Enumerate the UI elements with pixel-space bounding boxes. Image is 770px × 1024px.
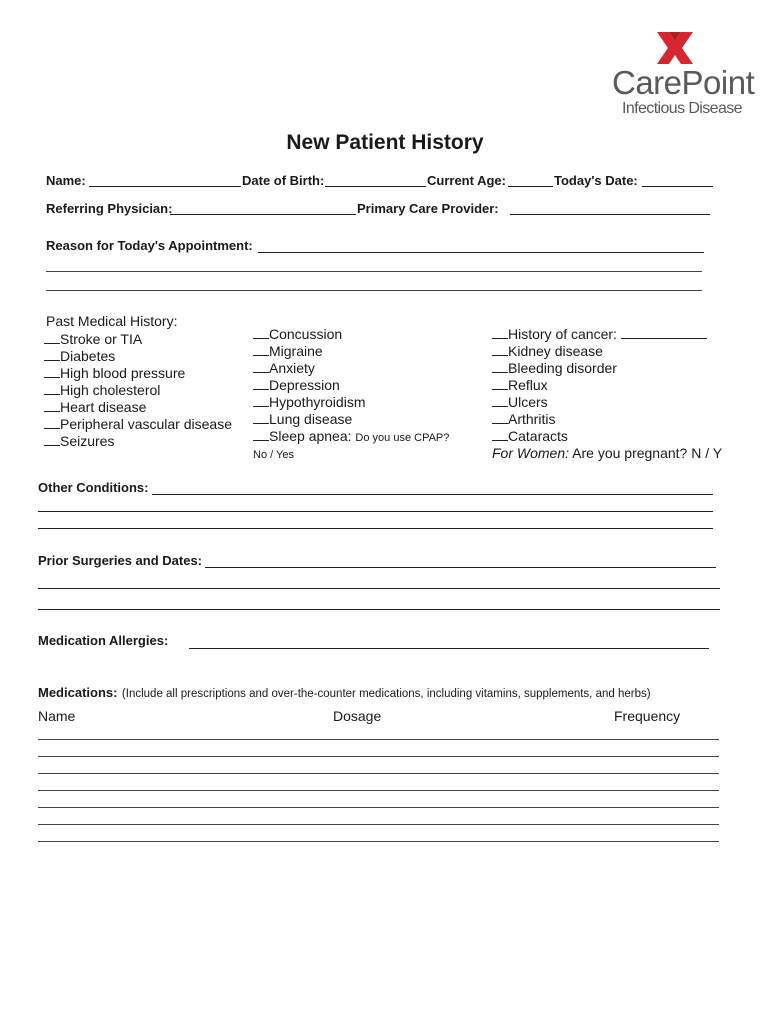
med-row-line[interactable] xyxy=(38,756,719,757)
pmh-col2 xyxy=(253,326,449,464)
cpap-options[interactable]: No / Yes xyxy=(253,449,294,461)
other-line-2[interactable] xyxy=(38,511,713,512)
pmh-item-lung[interactable]: Lung disease xyxy=(253,411,449,428)
med-row-line[interactable] xyxy=(38,807,719,808)
medications-note: (Include all prescriptions and over-the-counter medications, including vitamins, supplements, and herbs) xyxy=(121,688,651,700)
med-row-line[interactable] xyxy=(38,841,719,842)
referring-field[interactable] xyxy=(170,214,356,215)
pmh-item-kidney[interactable]: Kidney disease xyxy=(492,343,722,360)
reason-label: Reason for Today's Appointment: xyxy=(46,238,253,253)
med-col-frequency: Frequency xyxy=(614,708,681,724)
primary-field[interactable] xyxy=(510,214,710,215)
reason-field[interactable] xyxy=(258,252,704,253)
med-row-line[interactable] xyxy=(38,773,719,774)
logo-subtitle: Infectious Disease xyxy=(622,100,742,117)
women-pregnant[interactable]: For Women: Are you pregnant? N / Y xyxy=(492,445,723,461)
surgeries-line-3[interactable] xyxy=(38,609,720,610)
pmh-item-diabetes[interactable]: Diabetes xyxy=(44,348,232,365)
pmh-item-cataracts[interactable]: Cataracts xyxy=(492,428,722,445)
referring-label: Referring Physician: xyxy=(46,201,173,216)
med-row-line[interactable] xyxy=(38,824,719,825)
pmh-item-sleep-apnea[interactable]: Sleep apnea: Do you use CPAP? xyxy=(253,428,449,447)
reason-line-3[interactable] xyxy=(46,290,702,291)
pmh-item-depression[interactable]: Depression xyxy=(253,377,449,394)
today-label: Today's Date: xyxy=(554,173,638,188)
pmh-item-arthritis[interactable]: Arthritis xyxy=(492,411,722,428)
pmh-item-cholesterol[interactable]: High cholesterol xyxy=(44,382,232,399)
dob-label: Date of Birth: xyxy=(242,173,325,188)
carepoint-cross-icon xyxy=(655,30,695,68)
age-label: Current Age: xyxy=(427,173,506,188)
med-col-dosage: Dosage xyxy=(333,708,382,724)
pmh-item-migraine[interactable]: Migraine xyxy=(253,343,449,360)
women-label: For Women: xyxy=(492,445,570,461)
primary-label: Primary Care Provider: xyxy=(357,201,499,216)
reason-line-2[interactable] xyxy=(46,271,702,272)
cpap-question: Do you use CPAP? xyxy=(355,432,450,444)
age-field[interactable] xyxy=(508,186,553,187)
allergies-field[interactable] xyxy=(189,648,709,649)
medications-label: Medications: xyxy=(38,685,118,700)
pmh-item-reflux[interactable]: Reflux xyxy=(492,377,722,394)
name-field[interactable] xyxy=(89,186,241,187)
surgeries-field[interactable] xyxy=(205,567,716,568)
surgeries-label: Prior Surgeries and Dates: xyxy=(38,553,202,568)
surgeries-line-2[interactable] xyxy=(38,588,720,589)
today-field[interactable] xyxy=(642,186,713,187)
pmh-item-anxiety[interactable]: Anxiety xyxy=(253,360,449,377)
pmh-item-cancer[interactable]: History of cancer: xyxy=(492,326,722,343)
other-label: Other Conditions: xyxy=(38,480,149,495)
pmh-item-ulcers[interactable]: Ulcers xyxy=(492,394,722,411)
pmh-item-high-bp[interactable]: High blood pressure xyxy=(44,365,232,382)
logo-brand: CarePoint xyxy=(612,64,755,101)
pmh-item-heart[interactable]: Heart disease xyxy=(44,399,232,416)
pmh-item-hypothyroidism[interactable]: Hypothyroidism xyxy=(253,394,449,411)
dob-field[interactable] xyxy=(325,186,426,187)
pmh-col1 xyxy=(44,331,232,450)
allergies-label: Medication Allergies: xyxy=(38,633,169,648)
pmh-item-seizures[interactable]: Seizures xyxy=(44,433,232,450)
other-line-3[interactable] xyxy=(38,528,713,529)
med-row-line[interactable] xyxy=(38,790,719,791)
page-title: New Patient History xyxy=(286,131,484,154)
other-field[interactable] xyxy=(152,494,713,495)
pmh-item-bleeding[interactable]: Bleeding disorder xyxy=(492,360,722,377)
med-col-name: Name xyxy=(38,708,76,724)
pmh-heading: Past Medical History: xyxy=(46,313,178,329)
name-label: Name: xyxy=(46,173,86,188)
pmh-col3 xyxy=(492,326,722,462)
pmh-item-pvd[interactable]: Peripheral vascular disease xyxy=(44,416,232,433)
pmh-item-stroke[interactable]: Stroke or TIA xyxy=(44,331,232,348)
med-row-line[interactable] xyxy=(38,739,719,740)
medications-header xyxy=(38,684,651,702)
pmh-item-concussion[interactable]: Concussion xyxy=(253,326,449,343)
